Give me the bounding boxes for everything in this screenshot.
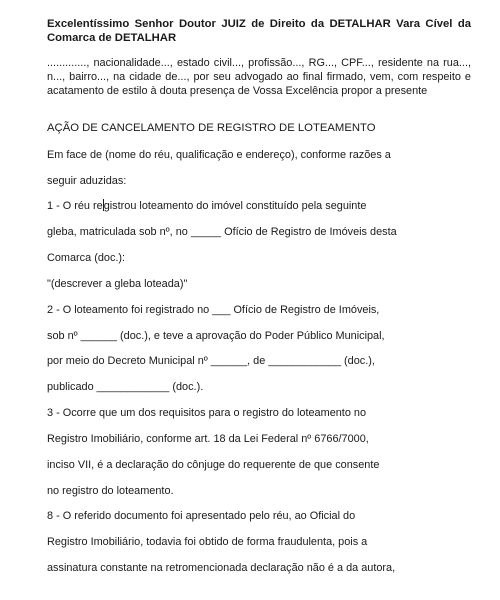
body-line: Registro Imobiliário, todavia foi obtido de forma fraudulenta, pois a (47, 536, 368, 548)
body-line: por meio do Decreto Municipal nº ______, de ____________ (doc.), (47, 355, 375, 367)
body-line: gleba, matriculada sob nº, no _____ Ofício de Registro de Imóveis desta (47, 226, 397, 238)
action-title: AÇÃO DE CANCELAMENTO DE REGISTRO DE LOTEAMENTO (47, 122, 376, 134)
court-address-heading: Excelentíssimo Senhor Doutor JUIZ de Direito da DETALHAR Vara Cível da Comarca de DETALHAR (47, 18, 471, 44)
intro-paragraph: ............., nacionalidade..., estado civil..., profissão..., RG..., CPF..., residente na rua..., n..., bairro..., na cidade de..., por seu advogado ao final firmado, vem, com respeito e acatamento de estilo à douta presença de Vossa Excelência propor a presente (47, 57, 471, 97)
body-line: no registro do loteamento. (47, 485, 174, 497)
body-line: Comarca (doc.): (47, 252, 126, 264)
body-line: sob nº ______ (doc.), e teve a aprovação do Poder Público Municipal, (47, 330, 385, 342)
body-line-with-cursor (47, 199, 366, 213)
body-line: seguir aduzidas: (47, 175, 127, 187)
body-line: 3 - Ocorre que um dos requisitos para o registro do loteamento no (47, 407, 367, 419)
body-line: Registro Imobiliário, conforme art. 18 da Lei Federal nº 6766/7000, (47, 433, 369, 445)
text-segment: gistrou loteamento do imóvel constituído pela seguinte (103, 200, 367, 212)
body-line: "(descrever a gleba loteada)" (47, 278, 188, 290)
body-line: inciso VII, é a declaração do cônjuge do requerente de que consente (47, 459, 380, 471)
body-line: Em face de (nome do réu, qualificação e endereço), conforme razões a (47, 149, 391, 161)
body-line: 8 - O referido documento foi apresentado pelo réu, ao Oficial do (47, 510, 356, 522)
body-line: publicado ____________ (doc.). (47, 381, 204, 393)
body-line: assinatura constante na retromencionada declaração não é a da autora, (47, 562, 396, 574)
text-segment: 1 - O réu re (47, 200, 103, 212)
body-line: 2 - O loteamento foi registrado no ___ Ofício de Registro de Imóveis, (47, 304, 380, 316)
